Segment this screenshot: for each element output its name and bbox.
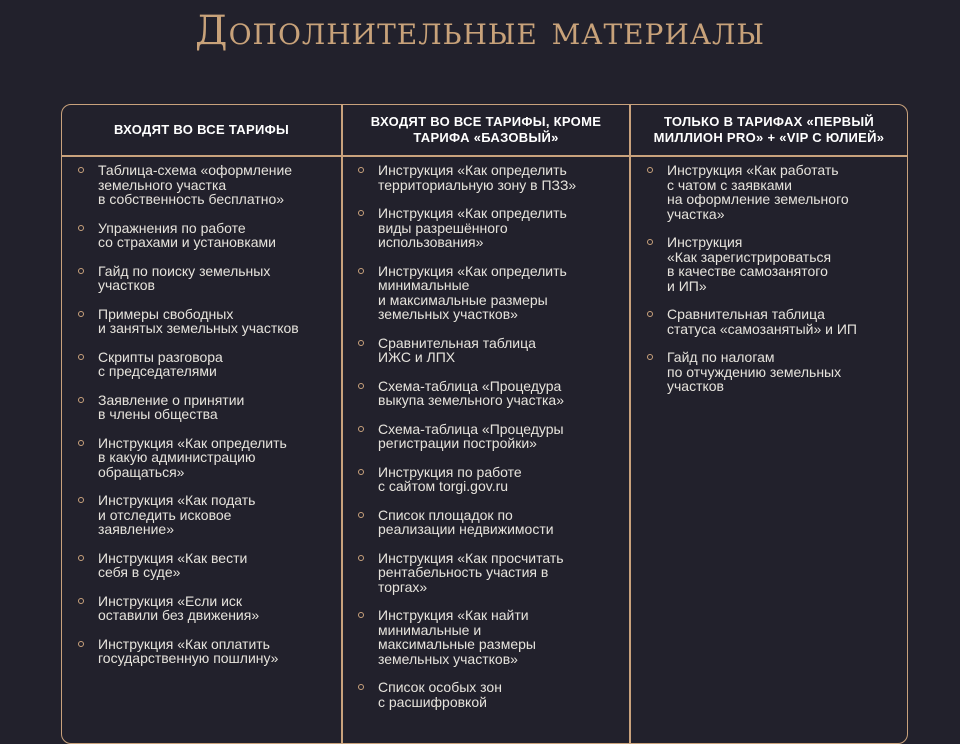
bullet-icon — [358, 426, 364, 432]
list-item: Инструкция «Как определить территориальную зону в ПЗЗ» — [358, 163, 628, 192]
column-header-except-basic: ВХОДЯТ ВО ВСЕ ТАРИФЫ, КРОМЕ ТАРИФА «БАЗОВЫЙ» — [370, 114, 602, 145]
column-divider — [629, 105, 631, 743]
bullet-icon — [78, 167, 84, 173]
column-list-all-tariffs — [78, 163, 340, 680]
list-item: Список площадок по реализации недвижимости — [358, 508, 628, 537]
page-title: Дополнительные материалы — [195, 8, 765, 54]
column-header-all-tariffs: ВХОДЯТ ВО ВСЕ ТАРИФЫ — [113, 122, 290, 137]
list-item: Сравнительная таблица статуса «самозанятый» и ИП — [647, 307, 905, 336]
list-item: Инструкция по работе с сайтом torgi.gov.ru — [358, 465, 628, 494]
list-item: Скрипты разговора с председателями — [78, 350, 340, 379]
bullet-icon — [78, 598, 84, 604]
bullet-icon — [78, 225, 84, 231]
bullet-icon — [358, 684, 364, 690]
bullet-icon — [358, 469, 364, 475]
bullet-icon — [647, 239, 653, 245]
list-item: Инструкция «Как работать с чатом с заявками на оформление земельного участка» — [647, 163, 905, 221]
bullet-icon — [358, 555, 364, 561]
list-item: Примеры свободных и занятых земельных участков — [78, 307, 340, 336]
bullet-icon — [78, 497, 84, 503]
list-item: Инструкция «Если иск оставили без движения» — [78, 594, 340, 623]
bullet-icon — [358, 167, 364, 173]
bullet-icon — [358, 340, 364, 346]
bullet-icon — [78, 440, 84, 446]
list-item: Инструкция «Как определить виды разрешённого использования» — [358, 206, 628, 250]
list-item: Инструкция «Как оплатить государственную пошлину» — [78, 637, 340, 666]
bullet-icon — [78, 641, 84, 647]
list-item: Инструкция «Как определить минимальные и максимальные размеры земельных участков» — [358, 264, 628, 322]
list-item: Таблица-схема «оформление земельного участка в собственность бесплатно» — [78, 163, 340, 207]
bullet-icon — [647, 354, 653, 360]
list-item: Заявление о принятии в члены общества — [78, 393, 340, 422]
list-item: Инструкция «Как вести себя в суде» — [78, 551, 340, 580]
bullet-icon — [78, 354, 84, 360]
bullet-icon — [358, 210, 364, 216]
bullet-icon — [358, 383, 364, 389]
list-item: Инструкция «Как подать и отследить исковое заявление» — [78, 493, 340, 537]
column-list-except-basic — [358, 163, 628, 723]
list-item: Инструкция «Как найти минимальные и максимальные размеры земельных участков» — [358, 608, 628, 666]
list-item: Упражнения по работе со страхами и установками — [78, 221, 340, 250]
list-item: Схема-таблица «Процедура выкупа земельного участка» — [358, 379, 628, 408]
list-item: Инструкция «Как зарегистрироваться в качестве самозанятого и ИП» — [647, 235, 905, 293]
bullet-icon — [358, 512, 364, 518]
column-list-pro-vip — [647, 163, 905, 408]
column-divider — [341, 105, 343, 743]
list-item: Гайд по налогам по отчуждению земельных участков — [647, 350, 905, 394]
list-item: Список особых зон с расшифровкой — [358, 680, 628, 709]
bullet-icon — [358, 612, 364, 618]
bullet-icon — [647, 167, 653, 173]
list-item: Схема-таблица «Процедуры регистрации постройки» — [358, 422, 628, 451]
bullet-icon — [358, 268, 364, 274]
bullet-icon — [78, 397, 84, 403]
bullet-icon — [647, 311, 653, 317]
bullet-icon — [78, 268, 84, 274]
list-item: Инструкция «Как определить в какую администрацию обращаться» — [78, 436, 340, 480]
bullet-icon — [78, 555, 84, 561]
bullet-icon — [78, 311, 84, 317]
tariff-materials-table — [61, 104, 908, 744]
list-item: Сравнительная таблица ИЖС и ЛПХ — [358, 336, 628, 365]
list-item: Гайд по поиску земельных участков — [78, 264, 340, 293]
header-divider — [62, 155, 907, 157]
list-item: Инструкция «Как просчитать рентабельность участия в торгах» — [358, 551, 628, 595]
column-header-pro-vip: ТОЛЬКО В ТАРИФАХ «ПЕРВЫЙ МИЛЛИОН PRO» + «VIP С ЮЛИЕЙ» — [653, 114, 885, 145]
